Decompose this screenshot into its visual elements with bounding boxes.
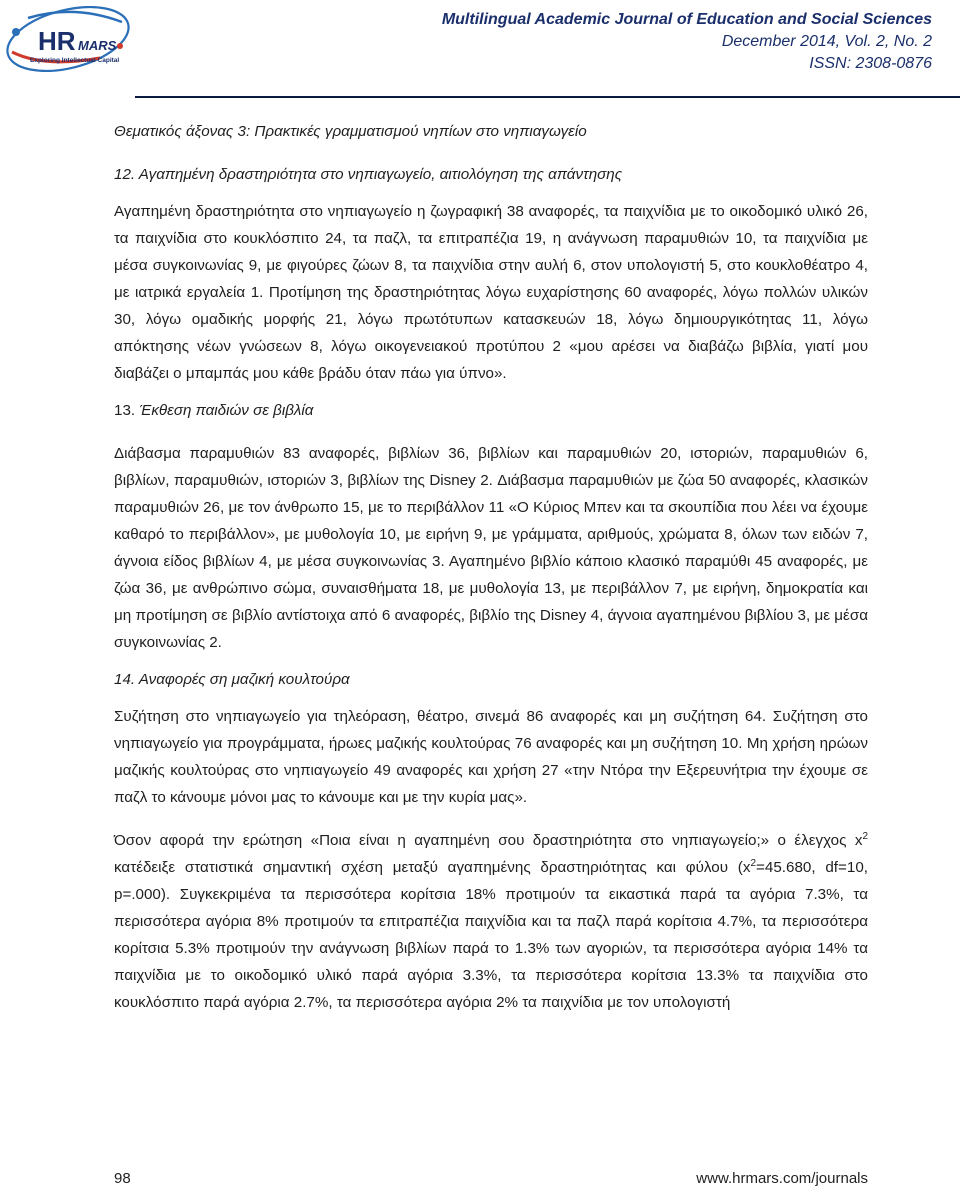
- logo-hr-text: HR: [38, 26, 76, 56]
- journal-website-link[interactable]: www.hrmars.com/journals: [696, 1170, 868, 1187]
- page-footer: [114, 1170, 868, 1187]
- section-12-paragraph: Αγαπημένη δραστηριότητα στο νηπιαγωγείο η ζωγραφική 38 αναφορές, τα παιχνίδια με το οικοδομικό υλικό 26, τα παιχνίδια στο κουκλόσπιτο 24, τα παζλ, τα επιτραπέζια 19, η ανάγνωση παραμυθιών 10, τα παιχνίδια με μέσα συγκοινωνίας 9, με φιγούρες ζώων 8, τα παιχνίδια στην αυλή 6, στον υπολογιστή 5, στο κουκλοθέατρο 4, με ιατρικά εργαλεία 1. Προτίμηση της δραστηριότητας λόγω ευχαρίστησης 60 αναφορές, λόγω πολλών υλικών 30, λόγω ομαδικής μορφής 21, λόγω πρωτότυπων κατασκευών 18, λόγω δημιουργικότητας 11, λόγω απόκτησης νέων γνώσεων 8, λόγω οικογενειακού προτύπου 2 «μου αρέσει να διαβάζω βιβλία, γιατί μου διαβάζει ο μπαμπάς μου κάθε βράδυ όταν πάω για ύπνο».: [114, 203, 868, 382]
- chi-text-a: Όσον αφορά την ερώτηση «Ποια είναι η αγαπημένη σου δραστηριότητα στο νηπιαγωγείο;» ο έλεγχος x: [114, 832, 863, 849]
- chi-text-c: =45.680, df=10, p=.000). Συγκεκριμένα τα περισσότερα κορίτσια 18% προτιμούν τα εικαστικά παρά τα αγόρια 7.3%, τα περισσότερα αγόρια 8% προτιμούν τα επιτραπέζια παιχνίδια και τα παζλ παρά κορίτσια 4.7%, τα περισσότερα κορίτσια 5.3% προτιμούν την ανάγνωση βιβλίων παρά το 1.3% των αγοριών, τα περισσότερα αγόρια 14% τα παιχνίδια με το οικοδομικό υλικό παρά αγόρια 3.3%, τα περισσότερα κορίτσια 13.3% τα παιχνίδια στο κουκλόσπιτο παρά αγόρια 2.7%, τα περισσότερα αγόρια 2% τα παιχνίδια με τον υπολογιστή: [114, 859, 868, 1011]
- section-13-paragraph: Διάβασμα παραμυθιών 83 αναφορές, βιβλίων 36, βιβλίων και παραμυθιών 20, ιστοριών, παραμυθιών 6, βιβλίων, παραμυθιών, ιστοριών 3, βιβλίων της Disney 2. Διάβασμα παραμυθιών με ζώα 50 αναφορές, κλασικών παραμυθιών 26, με τον άνθρωπο 15, με το περιβάλλον 11 «Ο Κύριος Μπεν και τα σκουπίδια που λέει να έχουμε καθαρό το περιβάλλον», με μυθολογία 10, με ειρήνη 9, με γράμματα, αριθμούς, χρώματα 8, όλων των ειδών 7, άγνοια είδος βιβλίων 4, με μέσα συγκοινωνίας 3. Αγαπημένο βιβλίο κάποιο κλασικό παραμύθι 45 αναφορές, με ζώα 36, με ανθρώπινο σώμα, συναισθήματα 18, με μυθολογία 13, με περιβάλλον 7, με ειρήνη, δημοκρατία και μη προτίμηση σε βιβλίο αντίστοιχα από 6 αναφορές, βιβλίο της Disney 4, άγνοια αγαπημένου βιβλίου 3, με μέσα συγκοινωνίας 2.: [114, 445, 868, 651]
- article-body: [114, 118, 868, 1016]
- chi-square-paragraph: [114, 827, 868, 1016]
- journal-issn: ISSN: 2308-0876: [809, 55, 932, 72]
- chi-superscript-2: 2: [750, 857, 757, 869]
- section-14-title: 14. Αναφορές ση μαζική κουλτούρα: [114, 671, 350, 688]
- thematic-axis-heading: Θεματικός άξονας 3: Πρακτικές γραμματισμού νηπίων στο νηπιαγωγείο: [114, 123, 587, 140]
- logo-mars-text: MARS: [78, 38, 117, 53]
- journal-title: Multilingual Academic Journal of Education and Social Sciences: [441, 11, 932, 28]
- hrmars-logo[interactable]: [4, 6, 138, 72]
- section-13-number: 13.: [114, 402, 136, 419]
- chi-text-b: κατέδειξε στατιστικά σημαντική σχέση μεταξύ αγαπημένης δραστηριότητας και φύλου (x: [114, 859, 751, 876]
- chi-superscript-1: 2: [862, 830, 868, 842]
- section-13-title: Έκθεση παιδιών σε βιβλία: [139, 402, 314, 419]
- hrmars-logo-graphic: [4, 6, 138, 72]
- logo-tagline: Exploring Intellectual Capital: [30, 57, 120, 64]
- journal-issue: December 2014, Vol. 2, No. 2: [721, 33, 932, 50]
- section-13-heading: [114, 397, 868, 424]
- journal-header: [442, 8, 932, 75]
- section-12-title: 12. Αγαπημένη δραστηριότητα στο νηπιαγωγείο, αιτιολόγηση της απάντησης: [114, 166, 623, 183]
- header-divider: [135, 96, 960, 98]
- page-number: 98: [114, 1170, 131, 1187]
- section-14-paragraph: Συζήτηση στο νηπιαγωγείο για τηλεόραση, θέατρο, σινεμά 86 αναφορές και μη συζήτηση 64. Συζήτηση στο νηπιαγωγείο για προγράμματα, ήρωες μαζικής κουλτούρας 76 αναφορές και μη συζήτηση 10. Μη χρήση ηρώων μαζικής κουλτούρας στο νηπιαγωγείο 49 αναφορές και χρήση 27 «την Ντόρα την Εξερευνήτρια την έχουμε σε παζλ το κάνουμε μόνοι μας το κάνουμε και με την κυρία μας».: [114, 708, 868, 806]
